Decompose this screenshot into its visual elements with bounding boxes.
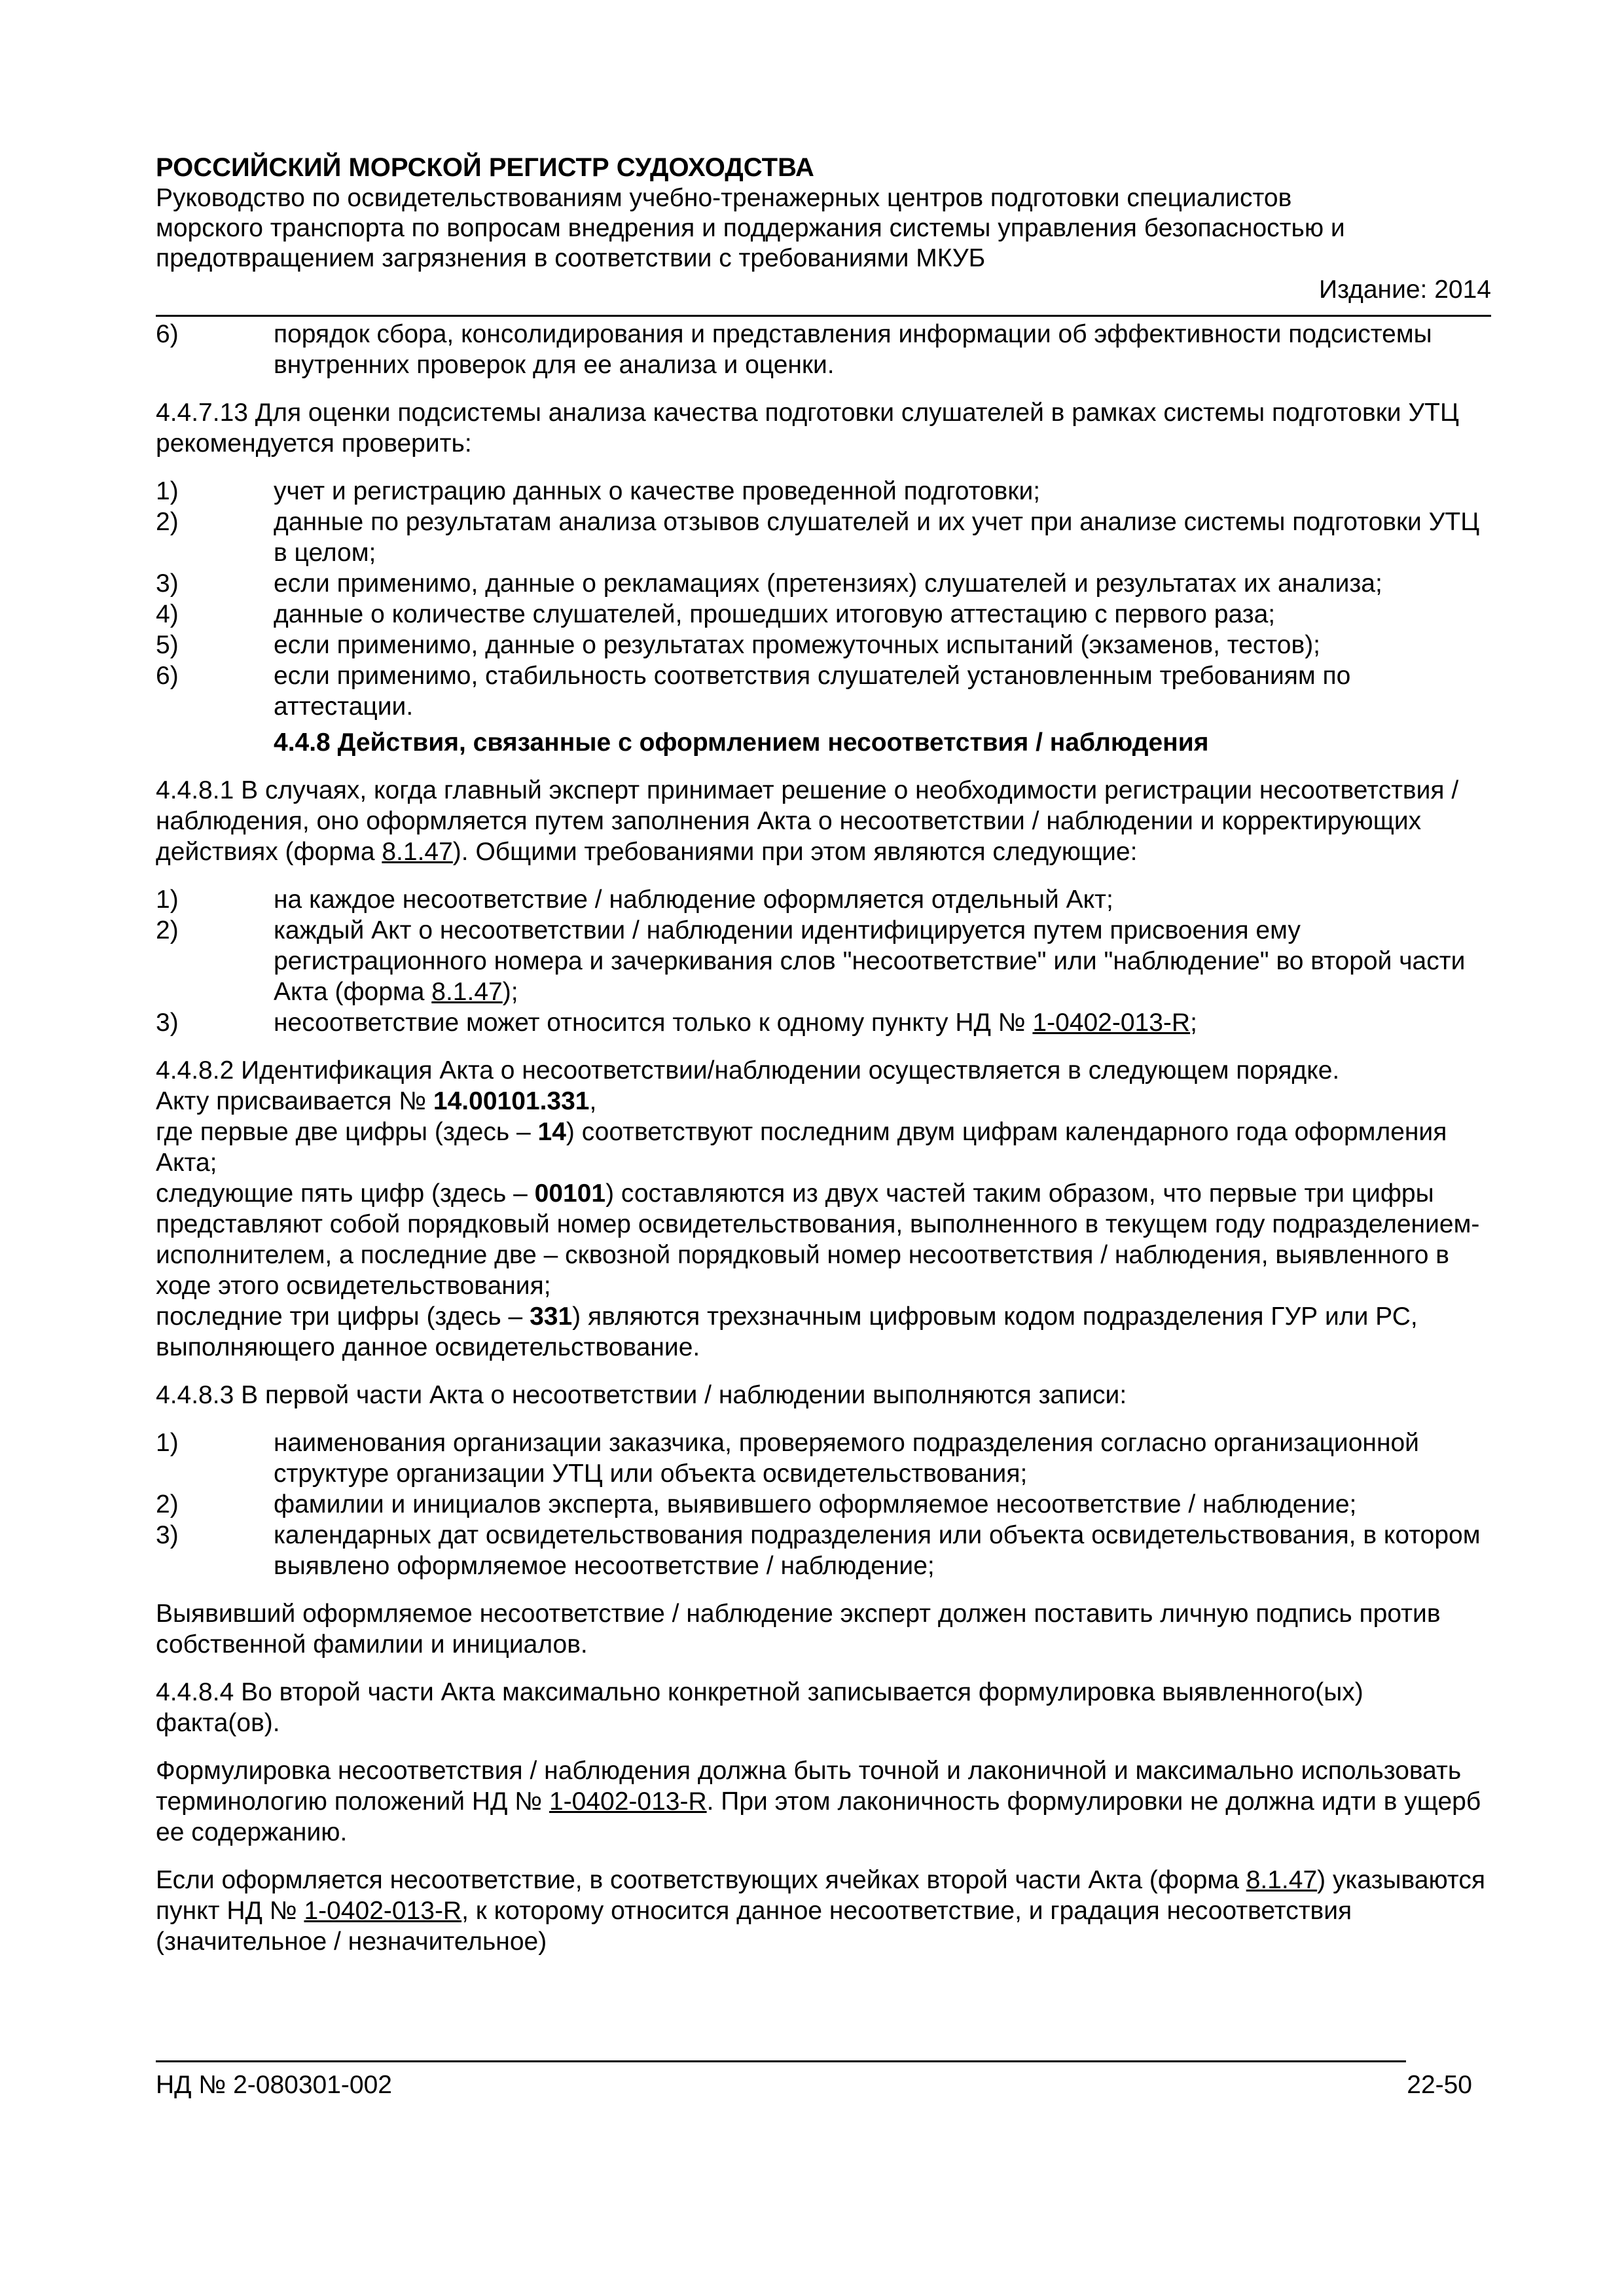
paragraph-line: [156, 1178, 1491, 1301]
list-item: [156, 1489, 1491, 1520]
list-text: если применимо, данные о рекламациях (претензиях) слушателей и результатах их анализа;: [274, 569, 1382, 598]
list-text: наименования организации заказчика, проверяемого подразделения согласно организационной структуре организации УТЦ или объекта освидетельствования;: [274, 1429, 1419, 1488]
footer-document-number: НД № 2-080301-002: [156, 2071, 392, 2099]
list-item: [156, 568, 1491, 599]
list-number: 3): [156, 1009, 179, 1037]
list-number: 1): [156, 886, 179, 914]
paragraph-4-4-8-1: [156, 775, 1491, 867]
text-run: где первые две цифры (здесь –: [156, 1118, 538, 1146]
paragraph-formulation: [156, 1755, 1491, 1848]
text-run: , к которому относится данное несоответствие, и градация несоответствия (значительное / незначительное): [156, 1897, 1352, 1956]
section-heading: 4.4.8 Действия, связанные с оформлением несоответствия / наблюдения: [274, 728, 1209, 757]
guide-title-line: предотвращением загрязнения в соответствии с требованиями МКУБ: [156, 244, 986, 272]
document-body: [156, 319, 1491, 1957]
guide-title-line: Руководство по освидетельствованиям учебно-тренажерных центров подготовки специалистов: [156, 184, 1292, 212]
list-item: [156, 476, 1491, 507]
bold-digits: 331: [530, 1302, 573, 1331]
list-text: порядок сбора, консолидирования и представления информации об эффективности подсистемы внутренних проверок для ее анализа и оценки.: [274, 320, 1432, 379]
paragraph-line: [156, 1117, 1491, 1178]
text-run: );: [502, 978, 518, 1006]
page-header: [156, 152, 1491, 305]
list-number: 3): [156, 1521, 179, 1549]
text-run: 4.4.8.1 В случаях, когда главный эксперт принимает решение о необходимости регистрации несоответствия / наблюдения, оно оформляется путем заполнения Акта о несоответствии / наблюдении и корректирующих действиях (форма: [156, 776, 1459, 866]
paragraph-4-4-8-3: 4.4.8.3 В первой части Акта о несоответствии / наблюдении выполняются записи:: [156, 1381, 1127, 1409]
list-text: учет и регистрацию данных о качестве проведенной подготовки;: [274, 477, 1041, 505]
list-text: если применимо, стабильность соответствия слушателей установленным требованиям по аттестации.: [274, 662, 1351, 721]
edition-label: Издание: 2014: [1319, 276, 1491, 304]
list-4-4-8-1: [156, 884, 1491, 1038]
list-number: 1): [156, 1429, 179, 1457]
list-text: на каждое несоответствие / наблюдение оформляется отдельный Акт;: [274, 886, 1113, 914]
text-run: следующие пять цифр (здесь –: [156, 1179, 535, 1208]
list-number: 4): [156, 600, 179, 628]
list-text: если применимо, данные о результатах промежуточных испытаний (экзаменов, тестов);: [274, 631, 1321, 659]
list-item: [156, 884, 1491, 915]
list-number: 2): [156, 508, 179, 536]
guide-title-line: морского транспорта по вопросам внедрения и поддержания системы управления безопасностью и: [156, 214, 1345, 242]
header-divider: [156, 315, 1491, 317]
list-text: фамилии и инициалов эксперта, выявившего оформляемое несоответствие / наблюдение;: [274, 1490, 1357, 1518]
paragraph-line: [156, 1301, 1491, 1363]
list-item: [156, 1520, 1491, 1581]
text-run: ;: [1190, 1009, 1197, 1037]
text-run: несоответствие может относится только к одному пункту НД №: [274, 1009, 1033, 1037]
footer-divider: [156, 2060, 1406, 2062]
list-item: [156, 630, 1491, 660]
list-item: [156, 1427, 1491, 1489]
list-number: 6): [156, 320, 179, 348]
paragraph-line: [156, 1086, 1491, 1117]
list-text: данные по результатам анализа отзывов слушателей и их учет при анализе системы подготовки УТЦ в целом;: [274, 508, 1480, 567]
list-text: данные о количестве слушателей, прошедших итоговую аттестацию с первого раза;: [274, 600, 1276, 628]
paragraph-4-4-8-4: 4.4.8.4 Во второй части Акта максимально конкретной записывается формулировка выявленного(ых) факта(ов).: [156, 1678, 1363, 1737]
list-text: календарных дат освидетельствования подразделения или объекта освидетельствования, в котором выявлено оформляемое несоответствие / наблюдение;: [274, 1521, 1481, 1580]
list-number: 5): [156, 631, 179, 659]
form-link[interactable]: 8.1.47: [382, 838, 453, 866]
text-run: Формулировка несоответствия / наблюдения должна быть точной и лаконичной и максимально использовать терминологию положений НД №: [156, 1757, 1462, 1816]
footer-page-number: 22-50: [1407, 2071, 1472, 2099]
list-4-4-7-13: [156, 476, 1491, 722]
text-run: ) составляются из двух частей таким образом, что первые три цифры представляют собой порядковый номер освидетельствования, выполненного в текущем году подразделением-исполнителем, а последние две – сквозной порядковый номер несоответствия / наблюдения, выявленного в ходе этого освидетельствования;: [156, 1179, 1480, 1300]
list-item: [156, 1007, 1491, 1038]
text-run: Если оформляется несоответствие, в соответствующих ячейках второй части Акта (форма: [156, 1866, 1246, 1894]
list-number: 3): [156, 569, 179, 598]
text-run: ) соответствуют последним двум цифрам календарного года оформления Акта;: [156, 1118, 1447, 1177]
list-item: [156, 507, 1491, 568]
bold-digits: 00101: [534, 1179, 606, 1208]
paragraph-4-4-7-13: 4.4.7.13 Для оценки подсистемы анализа качества подготовки слушателей в рамках системы подготовки УТЦ рекомендуется проверить:: [156, 399, 1459, 457]
list-number: 2): [156, 916, 179, 944]
list-item: [156, 660, 1491, 722]
list-number: 2): [156, 1490, 179, 1518]
list-text: [274, 1007, 1491, 1038]
text-run: ,: [589, 1087, 597, 1115]
list-number: 6): [156, 662, 179, 690]
form-link[interactable]: 8.1.47: [1246, 1866, 1318, 1894]
list-item: [156, 915, 1491, 1007]
list-4-4-8-3: [156, 1427, 1491, 1581]
text-run: каждый Акт о несоответствии / наблюдении идентифицируется путем присвоения ему регистрационного номера и зачеркивания слов "несоответствие" или "наблюдение" во второй части Акта (форма: [274, 916, 1466, 1006]
list-item: [156, 599, 1491, 630]
text-run: . При этом лаконичность формулировки не должна идти в ущерб ее содержанию.: [156, 1787, 1481, 1846]
standard-link[interactable]: 1-0402-013-R: [304, 1897, 462, 1925]
list-item: [156, 319, 1491, 380]
text-run: Акту присваивается №: [156, 1087, 433, 1115]
form-link[interactable]: 8.1.47: [431, 978, 503, 1006]
standard-link[interactable]: 1-0402-013-R: [549, 1787, 707, 1816]
paragraph-last: [156, 1865, 1491, 1957]
act-number: 14.00101.331: [433, 1087, 590, 1115]
list-number: 1): [156, 477, 179, 505]
bold-digits: 14: [537, 1118, 566, 1146]
organization-title: РОССИЙСКИЙ МОРСКОЙ РЕГИСТР СУДОХОДСТВА: [156, 153, 814, 182]
list-text: [274, 915, 1491, 1007]
paragraph-signature: Выявивший оформляемое несоответствие / наблюдение эксперт должен поставить личную подпись против собственной фамилии и инициалов.: [156, 1600, 1441, 1659]
paragraph-line: 4.4.8.2 Идентификация Акта о несоответствии/наблюдении осуществляется в следующем порядке.: [156, 1056, 1340, 1085]
paragraph-4-4-8-2: [156, 1055, 1491, 1363]
text-run: ) являются трехзначным цифровым кодом подразделения ГУР или РС, выполняющего данное освидетельствование.: [156, 1302, 1418, 1361]
text-run: ) указываются пункт НД №: [156, 1866, 1485, 1925]
text-run: ). Общими требованиями при этом являются следующие:: [452, 838, 1138, 866]
standard-link[interactable]: 1-0402-013-R: [1032, 1009, 1191, 1037]
text-run: последние три цифры (здесь –: [156, 1302, 530, 1331]
